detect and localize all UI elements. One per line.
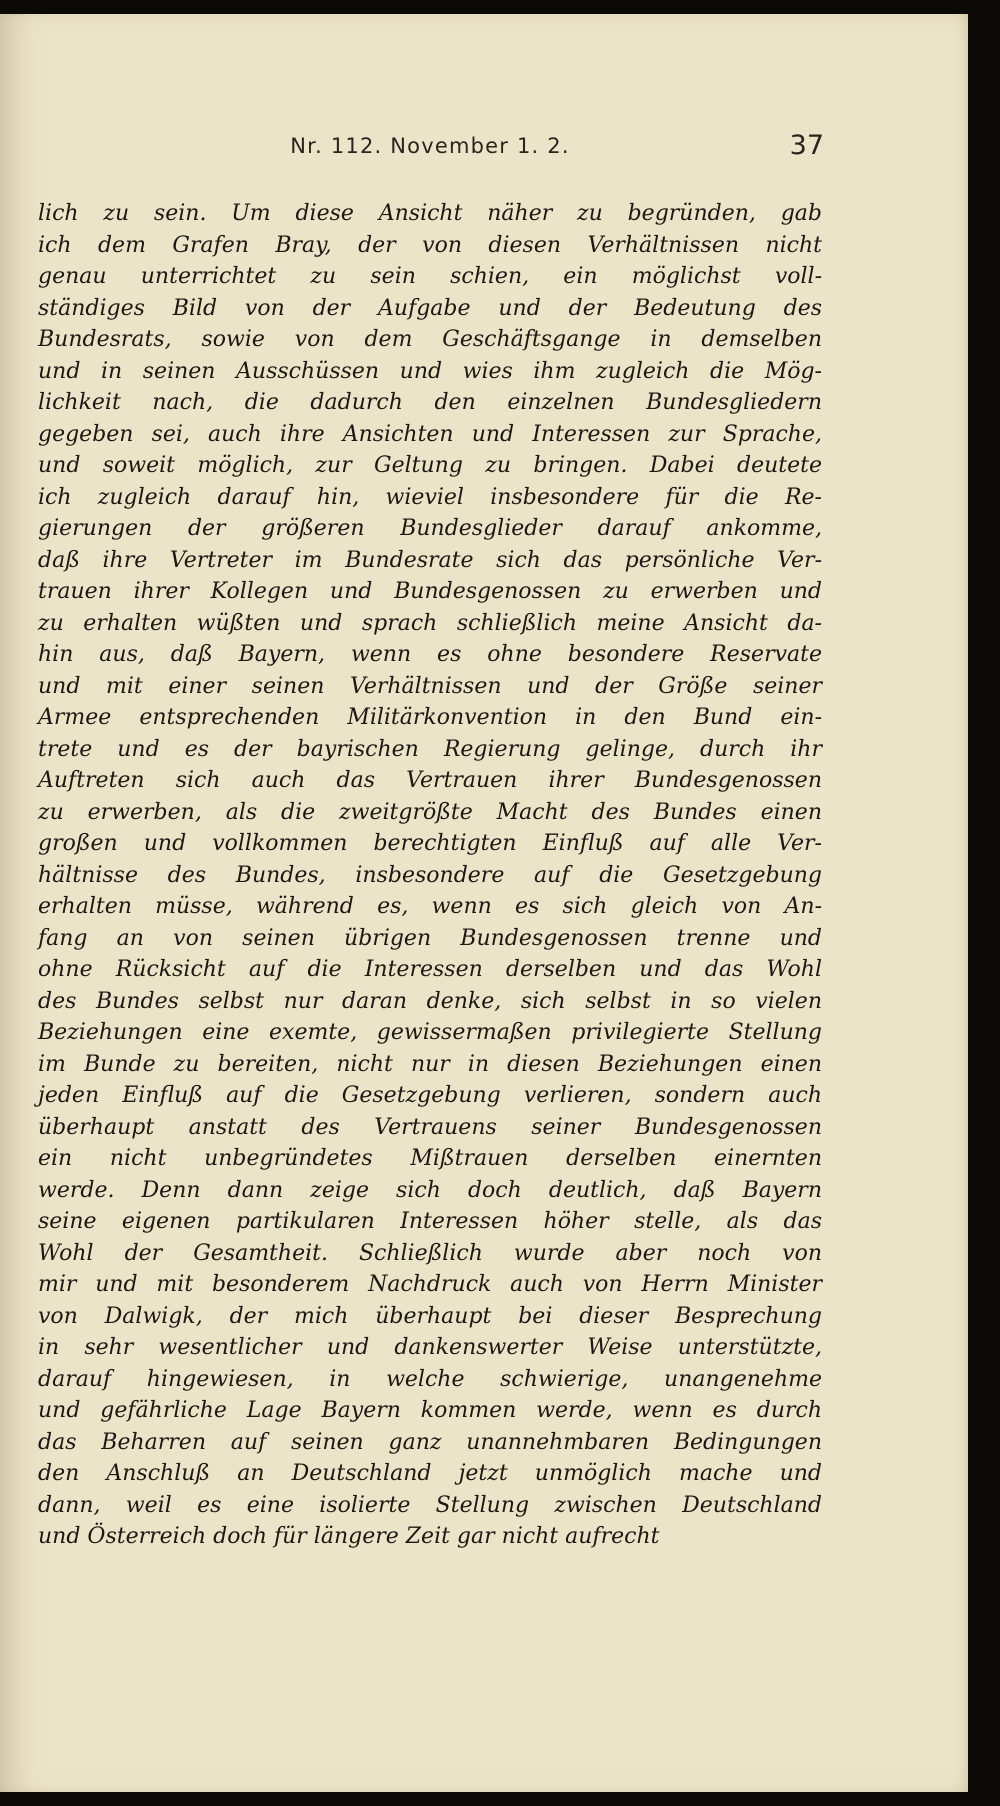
text-line: von Dalwigk, der mich überhaupt bei dieser Besprechung [38, 1303, 822, 1329]
text-line: lichkeit nach, die dadurch den einzelnen Bundesgliedern [38, 390, 822, 415]
text-line: werde. Denn dann zeige sich doch deutlich, daß Bayern [38, 1177, 822, 1203]
text-line: in sehr wesentlicher und dankenswerter Weise unterstützte, [38, 1335, 822, 1360]
text-line: Auftreten sich auch das Vertrauen ihrer Bundesgenossen [38, 768, 822, 793]
body-text [38, 198, 822, 1553]
text-line: hin aus, daß Bayern, wenn es ohne besondere Reservate [38, 642, 822, 667]
text-line: ich dem Grafen Bray, der von diesen Verhältnissen nicht [38, 232, 822, 258]
text-line: ein nicht unbegründetes Mißtrauen derselben einernten [38, 1146, 822, 1171]
text-line: zu erwerben, als die zweitgrößte Macht des Bundes einen [38, 799, 822, 825]
text-line: mir und mit besonderem Nachdruck auch von Herrn Minister [38, 1272, 822, 1297]
text-line: das Beharren auf seinen ganz unannehmbaren Bedingungen [38, 1429, 822, 1455]
text-line: jeden Einfluß auf die Gesetzgebung verlieren, sondern auch [38, 1083, 822, 1108]
text-line: Armee entsprechenden Militärkonvention in den Bund ein- [38, 705, 822, 730]
text-line: gegeben sei, auch ihre Ansichten und Interessen zur Sprache, [38, 421, 822, 447]
text-line: Wohl der Gesamtheit. Schließlich wurde aber noch von [38, 1240, 822, 1266]
book-page [0, 14, 968, 1792]
page-header [36, 122, 824, 170]
text-line: dann, weil es eine isolierte Stellung zwischen Deutschland [38, 1492, 822, 1518]
text-line: hältnisse des Bundes, insbesondere auf die Gesetzgebung [38, 862, 822, 888]
text-line: und mit einer seinen Verhältnissen und der Größe seiner [38, 673, 822, 699]
text-line: und in seinen Ausschüssen und wies ihm zugleich die Mög- [38, 358, 822, 384]
text-line: fang an von seinen übrigen Bundesgenossen trenne und [38, 925, 822, 951]
text-line: des Bundes selbst nur daran denke, sich selbst in so vielen [38, 988, 822, 1014]
text-line: überhaupt anstatt des Vertrauens seiner Bundesgenossen [38, 1114, 822, 1140]
text-line: ohne Rücksicht auf die Interessen derselben und das Wohl [38, 957, 822, 982]
text-line: zu erhalten wüßten und sprach schließlich meine Ansicht da- [38, 610, 822, 636]
text-line: genau unterrichtet zu sein schien, ein möglichst voll- [38, 264, 822, 289]
text-line: lich zu sein. Um diese Ansicht näher zu begründen, gab [38, 201, 822, 226]
text-line: und Österreich doch für längere Zeit gar nicht aufrecht [38, 1524, 660, 1549]
text-line: großen und vollkommen berechtigten Einfluß auf alle Ver- [38, 831, 822, 856]
running-head: Nr. 112. November 1. 2. [290, 134, 570, 158]
text-line: darauf hingewiesen, in welche schwierige, unangenehme [38, 1366, 822, 1392]
text-line: und gefährliche Lage Bayern kommen werde, wenn es durch [38, 1398, 822, 1423]
text-line: erhalten müsse, während es, wenn es sich gleich von An- [38, 894, 822, 919]
text-line: trauen ihrer Kollegen und Bundesgenossen zu erwerben und [38, 579, 822, 604]
text-line: und soweit möglich, zur Geltung zu bringen. Dabei deutete [38, 453, 822, 478]
page-number: 37 [789, 130, 824, 161]
text-line: gierungen der größeren Bundesglieder darauf ankomme, [38, 516, 822, 541]
text-line: Bundesrats, sowie von dem Geschäftsgange in demselben [38, 327, 822, 352]
text-line: Beziehungen eine exemte, gewissermaßen privilegierte Stellung [38, 1020, 822, 1045]
text-line: ständiges Bild von der Aufgabe und der Bedeutung des [38, 295, 822, 321]
text-line: trete und es der bayrischen Regierung gelinge, durch ihr [38, 736, 822, 762]
text-line: ich zugleich darauf hin, wieviel insbesondere für die Re- [38, 484, 822, 510]
text-line: seine eigenen partikularen Interessen höher stelle, als das [38, 1209, 822, 1234]
text-line: daß ihre Vertreter im Bundesrate sich das persönliche Ver- [38, 547, 822, 573]
text-line: den Anschluß an Deutschland jetzt unmöglich mache und [38, 1461, 822, 1486]
text-line: im Bunde zu bereiten, nicht nur in diesen Beziehungen einen [38, 1051, 822, 1077]
